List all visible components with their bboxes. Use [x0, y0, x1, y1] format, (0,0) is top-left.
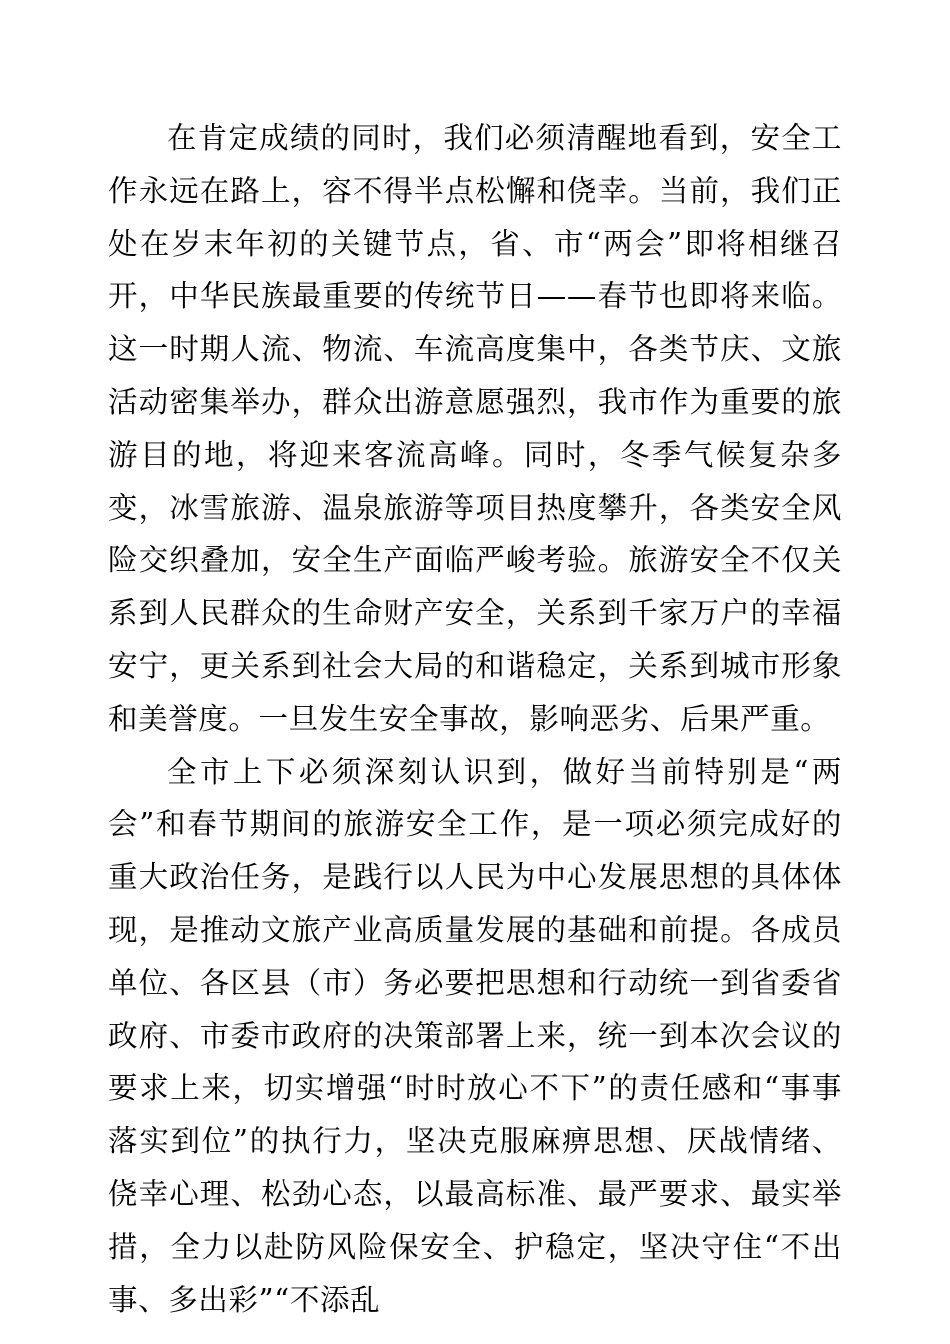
- paragraph-1: 在肯定成绩的同时，我们必须清醒地看到，安全工作永远在路上，容不得半点松懈和侥幸。当前，我们正处在岁末年初的关键节点，省、市“两会”即将相继召开，中华民族最重要的传统节日——春节也即将来临。这一时期人流、物流、车流高度集中，各类节庆、文旅活动密集举办，群众出游意愿强烈，我市作为重要的旅游目的地，将迎来客流高峰。同时，冬季气候复杂多变，冰雪旅游、温泉旅游等项目热度攀升，各类安全风险交织叠加，安全生产面临严峻考验。旅游安全不仅关系到人民群众的生命财产安全，关系到千家万户的幸福安宁，更关系到社会大局的和谐稳定，关系到城市形象和美誉度。一旦发生安全事故，影响恶劣、后果严重。: [108, 121, 842, 736]
- paragraph-2: 全市上下必须深刻认识到，做好当前特别是“两会”和春节期间的旅游安全工作，是一项必须完成好的重大政治任务，是践行以人民为中心发展思想的具体体现，是推动文旅产业高质量发展的基础和前提。各成员单位、各区县（市）务必要把思想和行动统一到省委省政府、市委市政府的决策部署上来，统一到本次会议的要求上来，切实增强“时时放心不下”的责任感和“事事落实到位”的执行力，坚决克服麻痹思想、厌战情绪、侥幸心理、松劲心态，以最高标准、最严要求、最实举措，全力以赴防风险保安全、护稳定，坚决守住“不出事、多出彩”“不添乱: [108, 754, 842, 1317]
- document-body: [108, 112, 842, 1326]
